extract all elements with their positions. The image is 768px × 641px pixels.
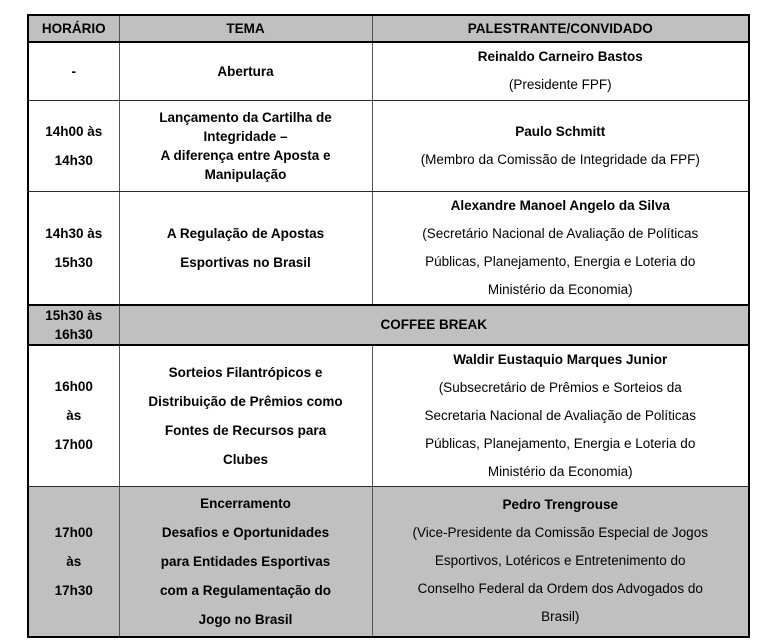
tema-line: Desafios e Oportunidades [161, 524, 330, 540]
speaker-cell [372, 42, 749, 100]
time-line: às [66, 408, 82, 424]
schedule-row-regulacao [28, 191, 749, 305]
speaker-detail-line: (Subsecretário de Prêmios e Sorteios da [438, 379, 682, 395]
speaker-cell [372, 487, 749, 637]
time-cell [28, 42, 119, 100]
time-cell [28, 345, 119, 487]
speaker-cell [372, 345, 749, 487]
time-cell [28, 305, 119, 345]
speaker-detail-line: Ministério da Economia) [487, 281, 633, 297]
time-line: 14h00 às [45, 123, 103, 139]
tema-cell [119, 191, 372, 305]
col-header-palestrante: PALESTRANTE/CONVIDADO [372, 15, 749, 42]
tema-cell [119, 42, 372, 100]
col-header-horario: HORÁRIO [28, 15, 119, 42]
time-cell [28, 191, 119, 305]
time-line: 14h30 às [45, 225, 103, 241]
time-line: 17h00 [54, 524, 93, 540]
col-header-tema: TEMA [119, 15, 372, 42]
time-line: - [71, 63, 76, 79]
speaker-detail-line: (Membro da Comissão de Integridade da FPF) [420, 151, 700, 167]
tema-cell [119, 345, 372, 487]
schedule-row-cartilha [28, 100, 749, 191]
time-line: às [66, 553, 82, 569]
speaker-detail-line: Conselho Federal da Ordem dos Advogados do [417, 581, 703, 597]
time-line: 15h30 às [45, 307, 103, 323]
tema-line: A Regulação de Apostas [166, 225, 325, 241]
tema-line: Abertura [217, 63, 274, 79]
speaker-detail-line: (Presidente FPF) [508, 77, 612, 93]
tema-line: Jogo no Brasil [198, 611, 293, 627]
speaker-detail-line: Ministério da Economia) [487, 463, 633, 479]
time-line: 15h30 [54, 254, 93, 270]
schedule-row-abertura [28, 42, 749, 100]
speaker-detail-line: Públicas, Planejamento, Energia e Loteria do [425, 435, 696, 451]
tema-line: Encerramento [200, 495, 291, 511]
speaker-name: Alexandre Manoel Angelo da Silva [450, 197, 670, 213]
speaker-name: Pedro Trengrouse [502, 497, 619, 513]
tema-line: Manipulação [204, 166, 287, 182]
tema-line: Lançamento da Cartilha de [159, 109, 332, 125]
time-cell [28, 100, 119, 191]
event-schedule-table [27, 14, 750, 638]
tema-line: Distribuição de Prêmios como [148, 393, 343, 409]
time-line: 16h00 [54, 379, 93, 395]
schedule-row-coffee-break [28, 305, 749, 345]
schedule-row-sorteios [28, 345, 749, 487]
time-line: 16h30 [54, 326, 93, 342]
tema-line: Esportivas no Brasil [180, 254, 311, 270]
speaker-detail-line: Esportivos, Lotéricos e Entretenimento do [434, 553, 686, 569]
speaker-name: Reinaldo Carneiro Bastos [477, 49, 643, 65]
speaker-detail-line: (Vice-Presidente da Comissão Especial de Jogos [412, 525, 708, 541]
tema-line: Sorteios Filantrópicos e [168, 364, 323, 380]
tema-cell [119, 487, 372, 637]
coffee-break-label: COFFEE BREAK [380, 317, 487, 332]
table-header-row [28, 15, 749, 42]
schedule-row-encerramento [28, 487, 749, 637]
time-cell [28, 487, 119, 637]
tema-line: Integridade – [203, 128, 288, 144]
speaker-detail-line: Públicas, Planejamento, Energia e Loteria do [425, 253, 696, 269]
speaker-detail-line: (Secretário Nacional de Avaliação de Políticas [422, 225, 699, 241]
tema-line: com a Regulamentação do [159, 582, 332, 598]
speaker-name: Waldir Eustaquio Marques Junior [453, 351, 668, 367]
speaker-detail-line: Secretaria Nacional de Avaliação de Políticas [424, 407, 696, 423]
speaker-name: Paulo Schmitt [515, 123, 606, 139]
tema-line: Clubes [222, 451, 268, 467]
tema-cell [119, 100, 372, 191]
tema-line: Fontes de Recursos para [164, 422, 327, 438]
speaker-cell [372, 191, 749, 305]
tema-line: para Entidades Esportivas [160, 553, 331, 569]
speaker-cell [372, 100, 749, 191]
time-line: 17h00 [54, 437, 93, 453]
speaker-detail-line: Brasil) [541, 609, 580, 625]
tema-line: A diferença entre Aposta e [160, 147, 331, 163]
coffee-break-cell [119, 305, 749, 345]
time-line: 17h30 [54, 582, 93, 598]
time-line: 14h30 [54, 152, 93, 168]
